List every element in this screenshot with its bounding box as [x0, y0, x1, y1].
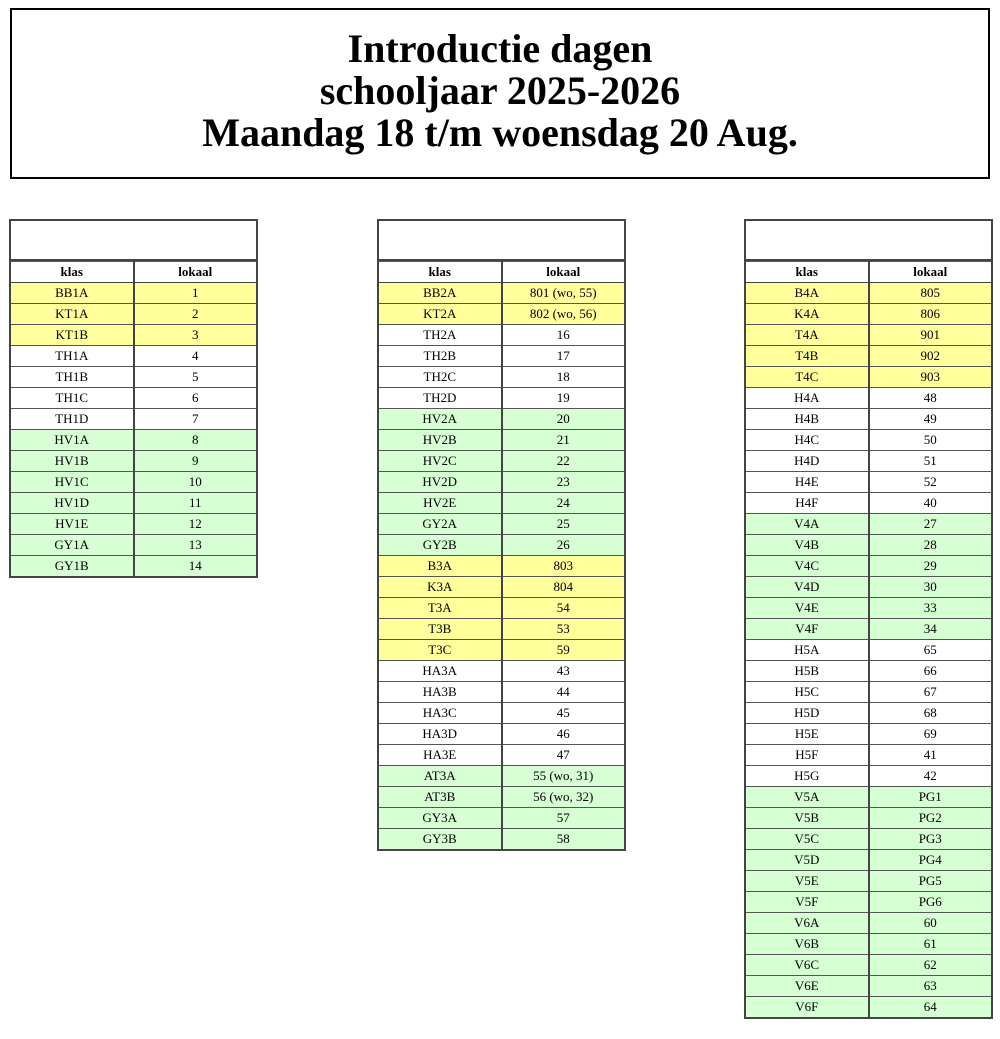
cell-klas: V5D [746, 850, 869, 871]
table-row [746, 787, 991, 808]
cell-klas: H5A [746, 640, 869, 661]
cell-klas: HV2B [379, 430, 502, 451]
cell-klas: KT1A [11, 304, 134, 325]
table-row [379, 346, 624, 367]
cell-lokaal: PG6 [869, 892, 992, 913]
table-row [746, 346, 991, 367]
cell-klas: H4D [746, 451, 869, 472]
header-klas: klas [11, 262, 134, 283]
cell-klas: H4F [746, 493, 869, 514]
cell-klas: HV1D [11, 493, 134, 514]
table-row [379, 745, 624, 766]
table-row [379, 556, 624, 577]
cell-klas: K4A [746, 304, 869, 325]
cell-klas: GY1A [11, 535, 134, 556]
table-row [746, 535, 991, 556]
table-row [379, 367, 624, 388]
table-row [379, 682, 624, 703]
cell-klas: GY3A [379, 808, 502, 829]
table-row [746, 829, 991, 850]
table-row [746, 640, 991, 661]
title-line-3: Maandag 18 t/m woensdag 20 Aug. [202, 110, 798, 155]
table-row [379, 409, 624, 430]
table-row [746, 682, 991, 703]
cell-klas: HV1E [11, 514, 134, 535]
table-row [746, 367, 991, 388]
cell-lokaal: 59 [502, 640, 625, 661]
table-row [379, 577, 624, 598]
cell-lokaal: 54 [502, 598, 625, 619]
cell-klas: H5B [746, 661, 869, 682]
table-row [746, 577, 991, 598]
cell-lokaal: 804 [502, 577, 625, 598]
cell-lokaal: 26 [502, 535, 625, 556]
cell-klas: B4A [746, 283, 869, 304]
cell-lokaal: 3 [134, 325, 257, 346]
table-row [11, 556, 256, 577]
cell-lokaal: 805 [869, 283, 992, 304]
cell-klas: GY2B [379, 535, 502, 556]
cell-klas: TH2A [379, 325, 502, 346]
table-row [11, 367, 256, 388]
cell-lokaal: 6 [134, 388, 257, 409]
cell-klas: HV2C [379, 451, 502, 472]
cell-klas: V4D [746, 577, 869, 598]
table-row [746, 619, 991, 640]
cell-lokaal: 49 [869, 409, 992, 430]
cell-lokaal: 14 [134, 556, 257, 577]
cell-klas: V5C [746, 829, 869, 850]
cell-klas: TH1D [11, 409, 134, 430]
header-klas: klas [746, 262, 869, 283]
cell-lokaal: 55 (wo, 31) [502, 766, 625, 787]
table-row [11, 409, 256, 430]
cell-lokaal: 58 [502, 829, 625, 850]
table-row [746, 430, 991, 451]
cell-lokaal: 64 [869, 997, 992, 1018]
cell-lokaal: 67 [869, 682, 992, 703]
cell-lokaal: 33 [869, 598, 992, 619]
table-row [379, 388, 624, 409]
cell-lokaal: 17 [502, 346, 625, 367]
table-year-2-3 [377, 219, 626, 851]
cell-klas: V6F [746, 997, 869, 1018]
cell-klas: V5B [746, 808, 869, 829]
table-row [11, 283, 256, 304]
cell-lokaal: 24 [502, 493, 625, 514]
cell-klas: T4B [746, 346, 869, 367]
table-row [11, 472, 256, 493]
cell-klas: V6C [746, 955, 869, 976]
table-row [379, 598, 624, 619]
title-line-2: schooljaar 2025-2026 [319, 68, 681, 113]
cell-lokaal: 44 [502, 682, 625, 703]
table-row [379, 493, 624, 514]
cell-klas: TH1A [11, 346, 134, 367]
cell-lokaal: 66 [869, 661, 992, 682]
cell-klas: TH2D [379, 388, 502, 409]
cell-klas: H4C [746, 430, 869, 451]
cell-lokaal: 57 [502, 808, 625, 829]
table-row [746, 766, 991, 787]
cell-lokaal: 40 [869, 493, 992, 514]
cell-klas: AT3A [379, 766, 502, 787]
cell-lokaal: 903 [869, 367, 992, 388]
cell-klas: T4C [746, 367, 869, 388]
table-row [379, 451, 624, 472]
cell-lokaal: 19 [502, 388, 625, 409]
cell-lokaal: 56 (wo, 32) [502, 787, 625, 808]
header-klas: klas [379, 262, 502, 283]
table-row [11, 388, 256, 409]
cell-klas: V6A [746, 913, 869, 934]
cell-lokaal: 46 [502, 724, 625, 745]
cell-lokaal: 11 [134, 493, 257, 514]
cell-lokaal: 65 [869, 640, 992, 661]
table-row [746, 703, 991, 724]
cell-lokaal: 41 [869, 745, 992, 766]
cell-klas: K3A [379, 577, 502, 598]
cell-lokaal: 12 [134, 514, 257, 535]
table-row [11, 514, 256, 535]
cell-klas: H5C [746, 682, 869, 703]
table-row [11, 451, 256, 472]
cell-klas: T3C [379, 640, 502, 661]
cell-lokaal: 5 [134, 367, 257, 388]
table-row [379, 535, 624, 556]
cell-klas: BB1A [11, 283, 134, 304]
table-row [379, 724, 624, 745]
table-row [746, 955, 991, 976]
cell-lokaal: 62 [869, 955, 992, 976]
cell-klas: V5F [746, 892, 869, 913]
cell-klas: HA3D [379, 724, 502, 745]
table-row [379, 304, 624, 325]
cell-lokaal: 22 [502, 451, 625, 472]
cell-klas: H5G [746, 766, 869, 787]
cell-klas: T4A [746, 325, 869, 346]
table-row [746, 283, 991, 304]
cell-klas: V4E [746, 598, 869, 619]
cell-klas: KT1B [11, 325, 134, 346]
table-row [746, 808, 991, 829]
cell-lokaal: 801 (wo, 55) [502, 283, 625, 304]
cell-lokaal: 60 [869, 913, 992, 934]
cell-klas: GY2A [379, 514, 502, 535]
table-row [746, 661, 991, 682]
cell-lokaal: 45 [502, 703, 625, 724]
table-row [746, 451, 991, 472]
cell-lokaal: 50 [869, 430, 992, 451]
table-row [746, 598, 991, 619]
table-year-1 [9, 219, 258, 578]
cell-klas: HV2A [379, 409, 502, 430]
cell-klas: V4A [746, 514, 869, 535]
cell-lokaal: 901 [869, 325, 992, 346]
table-row [11, 304, 256, 325]
cell-lokaal: 53 [502, 619, 625, 640]
cell-lokaal: 30 [869, 577, 992, 598]
cell-klas: TH1B [11, 367, 134, 388]
cell-lokaal: 902 [869, 346, 992, 367]
cell-lokaal: 10 [134, 472, 257, 493]
cell-klas: H4E [746, 472, 869, 493]
table-row [11, 346, 256, 367]
table-row [746, 850, 991, 871]
cell-klas: HV1B [11, 451, 134, 472]
cell-lokaal: 16 [502, 325, 625, 346]
cell-klas: H4B [746, 409, 869, 430]
table-row [379, 472, 624, 493]
table-row [11, 325, 256, 346]
table-row [746, 997, 991, 1018]
table-row [379, 703, 624, 724]
cell-lokaal: 9 [134, 451, 257, 472]
cell-klas: H5F [746, 745, 869, 766]
cell-klas: B3A [379, 556, 502, 577]
table-row [746, 724, 991, 745]
cell-lokaal: 27 [869, 514, 992, 535]
cell-lokaal: 61 [869, 934, 992, 955]
cell-lokaal: 63 [869, 976, 992, 997]
cell-klas: H4A [746, 388, 869, 409]
table-row [379, 430, 624, 451]
cell-klas: HA3B [379, 682, 502, 703]
cell-klas: H5D [746, 703, 869, 724]
cell-lokaal: 29 [869, 556, 992, 577]
cell-klas: V5A [746, 787, 869, 808]
cell-klas: V4F [746, 619, 869, 640]
cell-lokaal: 48 [869, 388, 992, 409]
table-blank-header [746, 221, 991, 261]
cell-klas: HV2D [379, 472, 502, 493]
cell-klas: HV1C [11, 472, 134, 493]
cell-lokaal: 1 [134, 283, 257, 304]
table-row [379, 325, 624, 346]
cell-klas: V4C [746, 556, 869, 577]
table-row [746, 304, 991, 325]
cell-lokaal: 21 [502, 430, 625, 451]
cell-klas: V6B [746, 934, 869, 955]
cell-lokaal: 4 [134, 346, 257, 367]
title-box [10, 8, 990, 179]
cell-lokaal: 18 [502, 367, 625, 388]
table-row [11, 493, 256, 514]
cell-klas: T3B [379, 619, 502, 640]
cell-lokaal: 42 [869, 766, 992, 787]
table-blank-header [11, 221, 256, 261]
cell-klas: GY3B [379, 829, 502, 850]
cell-lokaal: 28 [869, 535, 992, 556]
cell-klas: TH1C [11, 388, 134, 409]
table-row [379, 787, 624, 808]
table-row [746, 934, 991, 955]
cell-klas: HA3C [379, 703, 502, 724]
cell-klas: HA3A [379, 661, 502, 682]
cell-lokaal: 25 [502, 514, 625, 535]
cell-lokaal: 20 [502, 409, 625, 430]
table-row [379, 619, 624, 640]
title-line-1: Introductie dagen [347, 26, 653, 71]
cell-lokaal: PG4 [869, 850, 992, 871]
cell-klas: V5E [746, 871, 869, 892]
cell-lokaal: 806 [869, 304, 992, 325]
table-row [379, 661, 624, 682]
header-lokaal: lokaal [869, 262, 992, 283]
table-row [746, 745, 991, 766]
cell-lokaal: 47 [502, 745, 625, 766]
cell-lokaal: 13 [134, 535, 257, 556]
table-row [11, 535, 256, 556]
cell-klas: HV1A [11, 430, 134, 451]
cell-klas: TH2C [379, 367, 502, 388]
cell-klas: HA3E [379, 745, 502, 766]
table-row [746, 514, 991, 535]
header-lokaal: lokaal [502, 262, 625, 283]
cell-klas: T3A [379, 598, 502, 619]
cell-klas: BB2A [379, 283, 502, 304]
cell-klas: V4B [746, 535, 869, 556]
table-row [746, 388, 991, 409]
cell-lokaal: 52 [869, 472, 992, 493]
cell-lokaal: 34 [869, 619, 992, 640]
cell-lokaal: 51 [869, 451, 992, 472]
table-row [746, 409, 991, 430]
table-blank-header [379, 221, 624, 261]
table-row [746, 913, 991, 934]
cell-lokaal: 43 [502, 661, 625, 682]
table-row [379, 808, 624, 829]
table-row [746, 325, 991, 346]
table-row [746, 871, 991, 892]
cell-lokaal: PG1 [869, 787, 992, 808]
cell-lokaal: 7 [134, 409, 257, 430]
cell-lokaal: PG2 [869, 808, 992, 829]
cell-klas: AT3B [379, 787, 502, 808]
cell-klas: HV2E [379, 493, 502, 514]
table-row [746, 892, 991, 913]
cell-klas: KT2A [379, 304, 502, 325]
cell-lokaal: 803 [502, 556, 625, 577]
cell-lokaal: PG3 [869, 829, 992, 850]
table-year-4-6 [744, 219, 993, 1019]
cell-lokaal: 802 (wo, 56) [502, 304, 625, 325]
table-row [746, 472, 991, 493]
cell-lokaal: 2 [134, 304, 257, 325]
cell-klas: H5E [746, 724, 869, 745]
header-lokaal: lokaal [134, 262, 257, 283]
table-row [746, 493, 991, 514]
cell-lokaal: 23 [502, 472, 625, 493]
cell-lokaal: PG5 [869, 871, 992, 892]
cell-lokaal: 68 [869, 703, 992, 724]
table-row [379, 829, 624, 850]
table-row [746, 556, 991, 577]
table-row [379, 766, 624, 787]
table-row [379, 640, 624, 661]
table-row [11, 430, 256, 451]
table-row [746, 976, 991, 997]
cell-lokaal: 8 [134, 430, 257, 451]
cell-klas: TH2B [379, 346, 502, 367]
table-row [379, 514, 624, 535]
table-row [379, 283, 624, 304]
cell-klas: V6E [746, 976, 869, 997]
cell-klas: GY1B [11, 556, 134, 577]
cell-lokaal: 69 [869, 724, 992, 745]
